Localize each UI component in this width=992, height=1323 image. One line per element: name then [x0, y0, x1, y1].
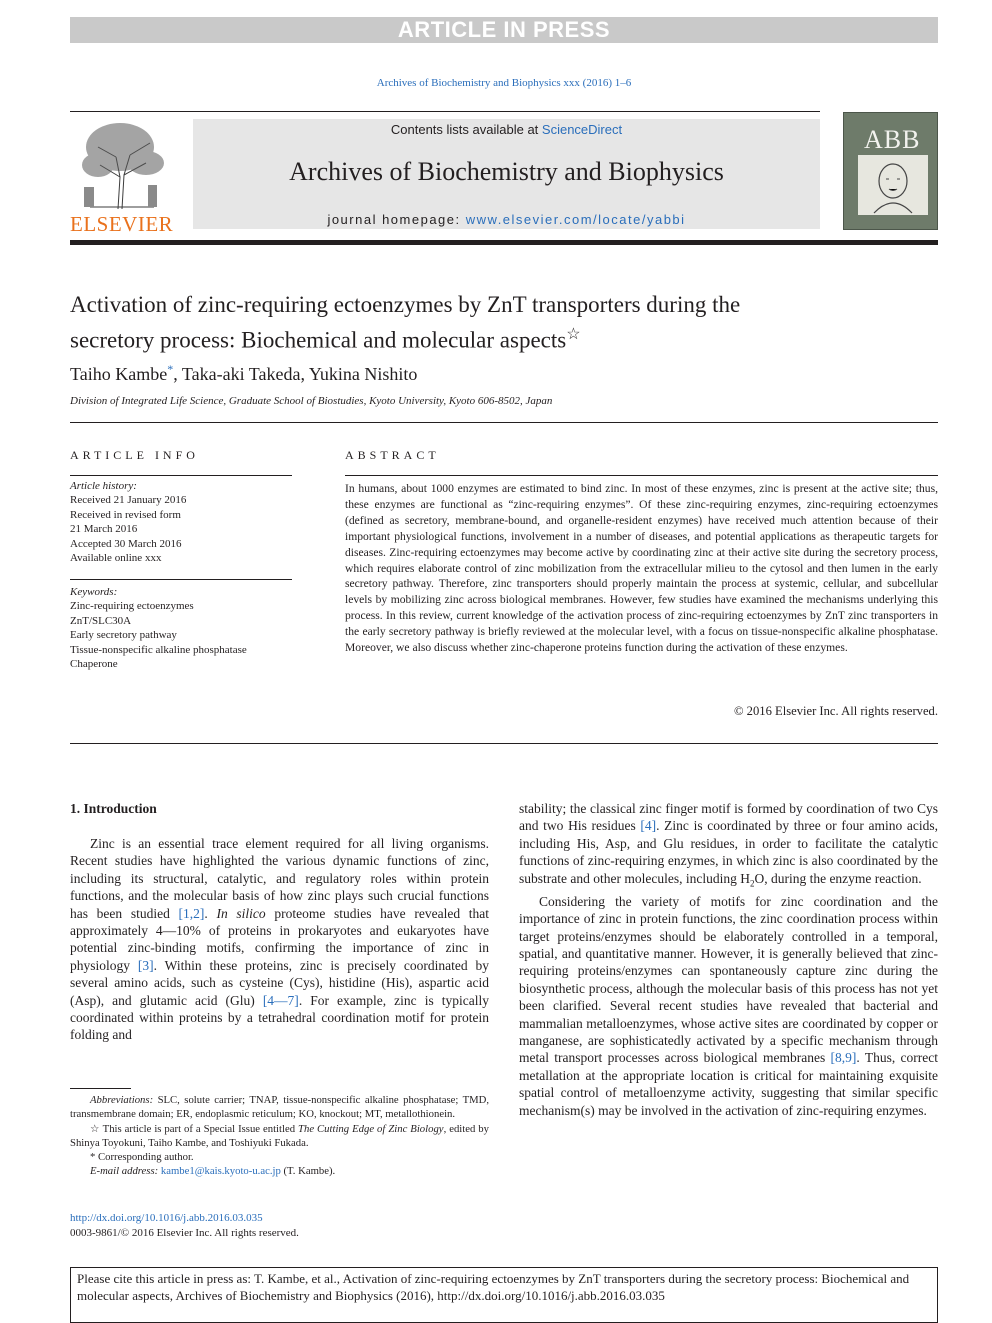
footnote-mark: * [90, 1151, 96, 1164]
text-run: . For example, zinc is typically coordinated within proteins by a tetrahedral coordination motif for protein folding and [70, 992, 489, 1043]
text-run: (T. Kambe). [280, 1165, 336, 1178]
special-issue-title: The Cutting Edge of Zinc Biology [298, 1122, 444, 1135]
contents-prefix: Contents lists available at [390, 122, 542, 137]
text-run: proteome studies have revealed that approximately 4—10% of proteins in prokaryotes and eukaryotes have potential zinc-binding motifs, confirming the importance of zinc in physiology [70, 905, 489, 973]
abbrev-text: SLC, solute carrier; TNAP, tissue-nonspecific alkaline phosphatase; TMD, transmembrane domain; ER, endoplasmic reticulum; KO, knockout; MT, metallothionein. [70, 1094, 489, 1121]
homepage-link[interactable]: www.elsevier.com/locate/yabbi [465, 212, 686, 227]
sciencedirect-link[interactable]: ScienceDirect [541, 122, 623, 137]
italic-run: In silico [216, 905, 266, 921]
keyword: Chaperone [70, 658, 118, 671]
author-name[interactable]: Taka-aki Takeda [181, 364, 301, 384]
paragraph [519, 893, 938, 1119]
header-rule [70, 111, 820, 112]
footnotes [70, 1093, 489, 1179]
author-separator: , [300, 364, 309, 384]
journal-cover-image [843, 112, 938, 230]
journal-masthead [193, 119, 820, 229]
abbrev-label: Abbreviations: [90, 1094, 154, 1106]
text-run: stability; the classical zinc finger motif is formed by coordination of two Cys and two His residues [519, 801, 938, 834]
contents-line [193, 122, 820, 137]
issn-copyright: 0003-9861/© 2016 Elsevier Inc. All rights reserved. [70, 1227, 299, 1239]
text-run: . Thus, correct metallation at the appropriate location is critical for maintaining exquisite spatial control of metalloenzyme activity, suggesting that similar specific mechanism(s) may be involved in the activation of zinc-requiring enzymes. [519, 1050, 938, 1118]
footnote-mark: ☆ [90, 1122, 100, 1135]
history-label: Article history: [70, 480, 137, 492]
homepage-prefix: journal homepage: [327, 212, 466, 227]
portrait-icon [858, 155, 928, 215]
body-right-column [519, 800, 938, 1119]
history-item: Received 21 January 2016 [70, 494, 187, 507]
journal-homepage [193, 212, 820, 227]
text-run: This article is part of a Special Issue entitled [99, 1122, 299, 1135]
elsevier-wordmark: ELSEVIER [70, 212, 174, 236]
body-left-column [70, 835, 489, 1044]
abstract-copyright: © 2016 Elsevier Inc. All rights reserved. [733, 704, 938, 718]
author-name[interactable]: Taiho Kambe [70, 364, 168, 384]
cover-portrait [858, 155, 928, 215]
history-item: Available online xxx [70, 552, 162, 565]
history-item: 21 March 2016 [70, 523, 138, 536]
text-run: Corresponding author. [95, 1151, 194, 1164]
reference-link[interactable]: [1,2] [178, 905, 205, 921]
front-matter-rule [70, 422, 938, 423]
paragraph [519, 800, 938, 893]
keyword: Tissue-nonspecific alkaline phosphatase [70, 643, 247, 656]
reference-link[interactable]: [3] [137, 957, 154, 973]
subscript: 2 [749, 878, 755, 889]
cover-abb-label: ABB [864, 125, 921, 154]
history-item: Accepted 30 March 2016 [70, 537, 182, 550]
text-run: Considering the variety of motifs for zinc coordination and the importance of zinc in protein functions, the zinc coordination process within target proteins/enzymes should be elaborately controlled in a temporal, spatial, and quantitative manner. However, it is generally believed that zinc-requiring proteins/enzymes can spontaneously capture zinc during the biosynthetic process, although the molecular basis of this process has not yet been clarified. Several recent studies have revealed that bacterial and mammalian metalloenzymes, whose active sites are coordinated by copper or manganese, are sophisticatedly activated by a specific mechanism through metal transport processes across biological membranes [519, 893, 938, 1066]
cite-this-article-box: Please cite this article in press as: T. Kambe, et al., Activation of zinc-requiring ectoenzymes by ZnT transporters during the secretory process: Biochemical and molecular aspects, Archives of Biochemistry and Biophysics (2016), http://dx.doi.org/10.1016/j.abb.2016.03.035 [70, 1267, 938, 1323]
keyword: Early secretory pathway [70, 629, 177, 642]
journal-citation-link[interactable]: Archives of Biochemistry and Biophysics xxx (2016) 1–6 [376, 77, 632, 89]
footnote-corresponding [70, 1150, 489, 1164]
abstract-heading: ABSTRACT [345, 448, 440, 462]
journal-title: Archives of Biochemistry and Biophysics [289, 157, 724, 186]
email-link[interactable]: kambe1@kais.kyoto-u.ac.jp [160, 1165, 281, 1178]
corresponding-author-mark[interactable]: * [167, 362, 174, 376]
footnote-rule [70, 1088, 131, 1089]
author-list [70, 362, 417, 385]
reference-link[interactable]: [8,9] [830, 1050, 857, 1066]
footnote-abbreviations [70, 1093, 489, 1122]
article-info-rule [70, 475, 292, 476]
article-history [70, 479, 292, 565]
paragraph [70, 835, 489, 1044]
abstract-text: In humans, about 1000 enzymes are estimated to bind zinc. In most of these enzymes, zinc is present at the active site; thus, these enzymes are functional as “zinc-requiring enzymes”. Of these zinc-requiring enzymes, zinc-requiring ectoenzymes (defined as secretory, membrane-bound, and organelle-resident enzymes) have received much attention because of their important physiological functions, involvement in a number of diseases, and potential applications as therapeutic targets for diseases. Zinc-requiring ectoenzymes may become active by coordinating zinc at their active site during the secretory process, which requires elaborate control of zinc mobilization from the extracellular milieu to the cytosol and then lumen in the early secretory pathway. Therefore, zinc transporters should properly maintain the process at systemic, cellular, and subcellular levels by mobilizing zinc across biological membranes. However, few studies have examined the mechanisms underlying this process. In this review, current knowledge of the activation process of zinc-requiring ectoenzymes by ZnT zinc transporters in the early secretory pathway is briefly reviewed at the molecular level, with a focus on tissue-nonspecific alkaline phosphatase. Moreover, we also discuss whether zinc-chaperone proteins function during the activation of these enzymes. [345, 482, 938, 655]
text-run: . Zinc is coordinated by three or four amino acids, including His, Asp, and Glu residues, in order to facilitate the catalytic functions of zinc-requiring enzymes, in which zinc is also coordinated by the substrate and other molecules, including H [519, 818, 939, 886]
keyword: Zinc-requiring ectoenzymes [70, 600, 194, 613]
reference-link[interactable]: [4] [640, 818, 657, 834]
text-run: . [204, 905, 217, 921]
footnote-email [70, 1164, 489, 1178]
author-separator: , [173, 364, 182, 384]
title-star-mark[interactable]: ☆ [566, 326, 581, 343]
keywords-list [70, 585, 292, 671]
keywords-rule [70, 579, 292, 580]
email-label: E-mail address: [90, 1165, 159, 1178]
article-in-press-banner: ARTICLE IN PRESS [70, 17, 938, 43]
affiliation: Division of Integrated Life Science, Graduate School of Biostudies, Kyoto University, Kyoto 606-8502, Japan [70, 395, 553, 407]
article-info-heading: ARTICLE INFO [70, 448, 199, 462]
section-heading-introduction: 1. Introduction [70, 801, 157, 816]
text-run: Zinc is an essential trace element required for all living organisms. Recent studies have highlighted the various dynamic functions of zinc, including its structural, catalytic, and regulatory roles within protein functions, and the molecular basis of how zinc plays such crucial functions has been studied [70, 836, 489, 921]
author-name[interactable]: Yukina Nishito [308, 364, 418, 384]
text-run: , edited by Shinya Toyokuni, Taiho Kambe, and Toshiyuki Fukada. [70, 1122, 489, 1149]
keywords-label: Keywords: [70, 586, 118, 598]
abstract-rule [345, 475, 938, 476]
article-title [70, 290, 830, 356]
abstract-bottom-rule [70, 743, 938, 744]
doi-link[interactable]: http://dx.doi.org/10.1016/j.abb.2016.03.035 [70, 1212, 263, 1224]
keyword: ZnT/SLC30A [70, 614, 132, 627]
text-run: O, during the enzyme reaction. [754, 870, 922, 886]
footnote-special-issue [70, 1122, 489, 1151]
reference-link[interactable]: [4—7] [262, 992, 299, 1008]
article-title-text: Activation of zinc-requiring ectoenzymes by ZnT transporters during the secretory process: Biochemical and molecular aspects [70, 292, 741, 353]
masthead-bottom-rule [70, 240, 938, 245]
text-run: . Within these proteins, zinc is precisely coordinated by several amino acids, such as cysteine (Cys), histidine (His), aspartic acid (Asp), and glutamic acid (Glu) [70, 957, 489, 1008]
history-item: Received in revised form [70, 508, 181, 521]
